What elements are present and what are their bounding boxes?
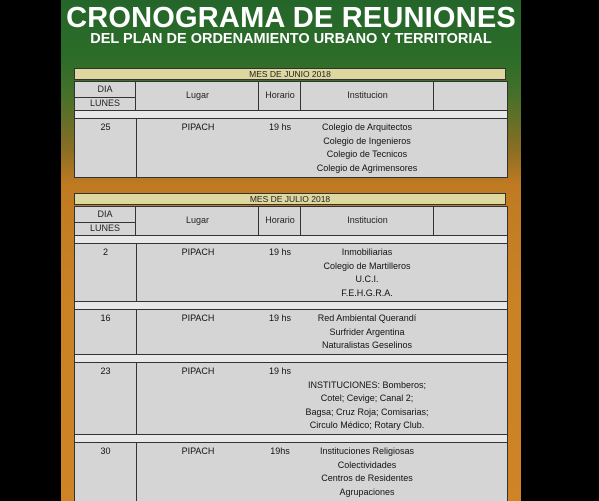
header-lugar: Lugar xyxy=(185,90,210,100)
cell-dia: 16 xyxy=(100,313,111,323)
header-lunes: LUNES xyxy=(75,222,135,234)
cell-institucion: Instituciones Religiosas Colectividades Centros de Residentes Agrupaciones xyxy=(319,446,415,497)
month-bar-july: MES DE JULIO 2018 xyxy=(74,193,506,205)
cell-institucion: Colegio de Arquitectos Colegio de Ingenieros Colegio de Tecnicos Colegio de Agrimensores xyxy=(316,122,418,173)
row-gap xyxy=(74,111,508,118)
row-gap xyxy=(74,435,508,442)
cell-horario: 19 hs xyxy=(268,122,292,132)
cell-horario: 19 hs xyxy=(268,247,292,257)
cell-horario: 19 hs xyxy=(268,313,292,323)
cell-lugar: PIPACH xyxy=(181,446,215,456)
cell-lugar: PIPACH xyxy=(181,247,215,257)
header-horario: Horario xyxy=(265,215,295,225)
cell-lugar: PIPACH xyxy=(181,366,215,376)
cell-horario: 19 hs xyxy=(268,366,292,376)
cell-dia: 2 xyxy=(102,247,108,257)
cell-institucion: Inmobiliarias Colegio de Martilleros U.C.I. F.E.H.G.R.A. xyxy=(323,247,411,298)
page-subtitle: DEL PLAN DE ORDENAMIENTO URBANO Y TERRITORIAL xyxy=(90,31,492,47)
header-lunes: LUNES xyxy=(75,97,135,109)
table-row xyxy=(74,309,508,355)
cell-institucion: Red Ambiental Querandí Surfrider Argentina Naturalistas Geselinos xyxy=(317,313,417,350)
table-header-july xyxy=(74,206,508,236)
table-row xyxy=(74,362,508,435)
cell-dia: 25 xyxy=(100,122,111,132)
table-row xyxy=(74,243,508,302)
header-lugar: Lugar xyxy=(185,215,210,225)
header-dia: DIA xyxy=(97,84,113,94)
cell-dia: 23 xyxy=(100,366,111,376)
month-bar-june: MES DE JUNIO 2018 xyxy=(74,68,506,80)
cell-institucion: INSTITUCIONES: Bomberos; Cotel; Cevige; Canal 2; Bagsa; Cruz Roja; Comisarias; Circulo Médico; Rotary Club. xyxy=(305,379,429,430)
table-row xyxy=(74,118,508,178)
cell-dia: 30 xyxy=(100,446,111,456)
row-gap xyxy=(74,236,508,243)
header-horario: Horario xyxy=(265,90,295,100)
cell-lugar: PIPACH xyxy=(181,313,215,323)
cell-horario: 19hs xyxy=(270,446,290,456)
row-gap xyxy=(74,302,508,309)
table-header-june xyxy=(74,81,508,111)
header-institucion: Institucion xyxy=(347,215,388,225)
cell-lugar: PIPACH xyxy=(181,122,215,132)
header-institucion: Institucion xyxy=(347,90,388,100)
row-gap xyxy=(74,355,508,362)
header-dia: DIA xyxy=(97,209,113,219)
poster xyxy=(61,0,521,501)
table-row xyxy=(74,442,508,501)
page-title: CRONOGRAMA DE REUNIONES xyxy=(66,2,516,34)
